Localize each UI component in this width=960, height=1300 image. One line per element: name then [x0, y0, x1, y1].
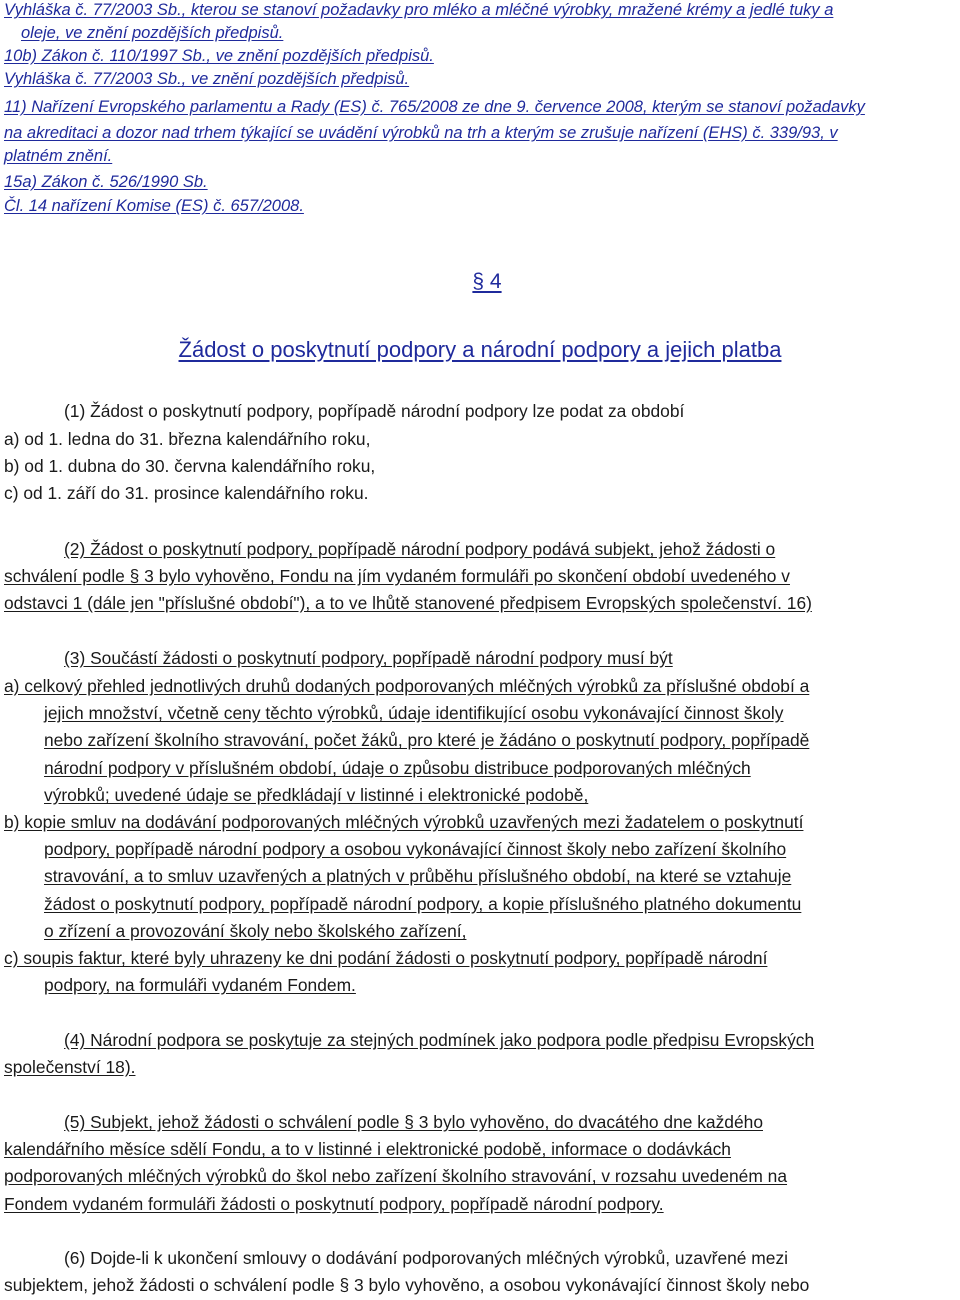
list-item: c) od 1. září do 31. prosince kalendářního roku.: [4, 483, 369, 503]
paragraph-line: (1) Žádost o poskytnutí podpory, popřípadě národní podpory lze podat za období: [64, 401, 685, 421]
paragraph-line: jejich množství, včetně ceny těchto výrobků, údaje identifikující osobu vykonávající činnost školy: [44, 703, 784, 723]
paragraph-line: společenství 18).: [4, 1057, 136, 1077]
footnote-line: oleje, ve znění pozdějších předpisů.: [21, 24, 284, 42]
list-item: a) od 1. ledna do 31. března kalendářního roku,: [4, 429, 371, 449]
list-item: a) celkový přehled jednotlivých druhů dodaných podporovaných mléčných výrobků za příslušné období a: [4, 676, 810, 696]
section-number-text: § 4: [472, 270, 502, 293]
paragraph-line: o zřízení a provozování školy nebo školského zařízení,: [44, 921, 467, 941]
paragraph-line: žádost o poskytnutí podpory, popřípadě národní podpory, a kopie příslušného platného dokumentu: [44, 894, 802, 914]
paragraph-line: (2) Žádost o poskytnutí podpory, popřípadě národní podpory podává subjekt, jehož žádosti o: [64, 539, 776, 559]
footnote-line: 15a) Zákon č. 526/1990 Sb.: [4, 173, 208, 191]
paragraph-line: (4) Národní podpora se poskytuje za stejných podmínek jako podpora podle předpisu Evropských: [64, 1030, 815, 1050]
paragraph-line: schválení podle § 3 bylo vyhověno, Fondu na jím vydaném formuláři po skončení období uvedeného v: [4, 566, 790, 586]
footnote-line: platném znění.: [4, 147, 113, 165]
paragraph-line: nebo zařízení školního stravování, počet žáků, pro které je žádáno o poskytnutí podpory, popřípadě: [44, 730, 810, 750]
paragraph-line: (6) Dojde-li k ukončení smlouvy o dodávání podporovaných mléčných výrobků, uzavřené mezi: [64, 1248, 789, 1268]
paragraph-line: podpory, na formuláři vydaném Fondem.: [44, 975, 356, 995]
footnote-line: Čl. 14 nařízení Komise (ES) č. 657/2008.: [4, 197, 304, 215]
footnote-line: Vyhláška č. 77/2003 Sb., ve znění pozdějších předpisů.: [4, 70, 410, 88]
paragraph-line: kalendářního měsíce sdělí Fondu, a to v listinné i elektronické podobě, informace o dodávkách: [4, 1139, 731, 1159]
list-item: b) kopie smluv na dodávání podporovaných mléčných výrobků uzavřených mezi žadatelem o poskytnutí: [4, 812, 804, 832]
paragraph-line: odstavci 1 (dále jen "příslušné období"), a to ve lhůtě stanovené předpisem Evropských společenství. 16): [4, 593, 812, 613]
list-item: c) soupis faktur, které byly uhrazeny ke dni podání žádosti o poskytnutí podpory, popřípadě národní: [4, 948, 768, 968]
paragraph-line: výrobků; uvedené údaje se předkládají v listinné i elektronické podobě,: [44, 785, 589, 805]
paragraph-line: podpory, popřípadě národní podpory a osobou vykonávající činnost školy nebo zařízení školního: [44, 839, 787, 859]
section-heading: Žádost o poskytnutí podpory a národní podpory a jejich platba: [178, 337, 782, 362]
paragraph-line: národní podpory v příslušném období, údaje o způsobu distribuce podporovaných mléčných: [44, 758, 751, 778]
paragraph-line: Fondem vydaném formuláři žádosti o poskytnutí podpory, popřípadě národní podpory.: [4, 1194, 664, 1214]
footnote-line: Vyhláška č. 77/2003 Sb., kterou se stanoví požadavky pro mléko a mléčné výrobky, mražené krémy a jedlé tuky a: [4, 1, 834, 19]
footnote-line: 11) Nařízení Evropského parlamentu a Rady (ES) č. 765/2008 ze dne 9. července 2008, kterým se stanoví požadavky: [4, 98, 865, 116]
footnote-line: 10b) Zákon č. 110/1997 Sb., ve znění pozdějších předpisů.: [4, 47, 434, 65]
paragraph-line: podporovaných mléčných výrobků do škol nebo zařízení školního stravování, v rozsahu uvedeném na: [4, 1166, 788, 1186]
footnote-line: na akreditaci a dozor nad trhem týkající se uvádění výrobků na trh a kterým se zrušuje nařízení (EHS) č. 339/93, v: [4, 124, 838, 142]
paragraph-line: (5) Subjekt, jehož žádosti o schválení podle § 3 bylo vyhověno, do dvacátého dne každého: [64, 1112, 763, 1132]
paragraph-line: stravování, a to smluv uzavřených a platných v průběhu příslušného období, na které se vztahuje: [44, 866, 792, 886]
section-number: [0, 270, 960, 294]
list-item: b) od 1. dubna do 30. června kalendářního roku,: [4, 456, 376, 476]
paragraph-line: (3) Součástí žádosti o poskytnutí podpory, popřípadě národní podpory musí být: [64, 648, 673, 668]
paragraph-line: subjektem, jehož žádosti o schválení podle § 3 bylo vyhověno, a osobou vykonávající činnost školy nebo: [4, 1275, 810, 1295]
